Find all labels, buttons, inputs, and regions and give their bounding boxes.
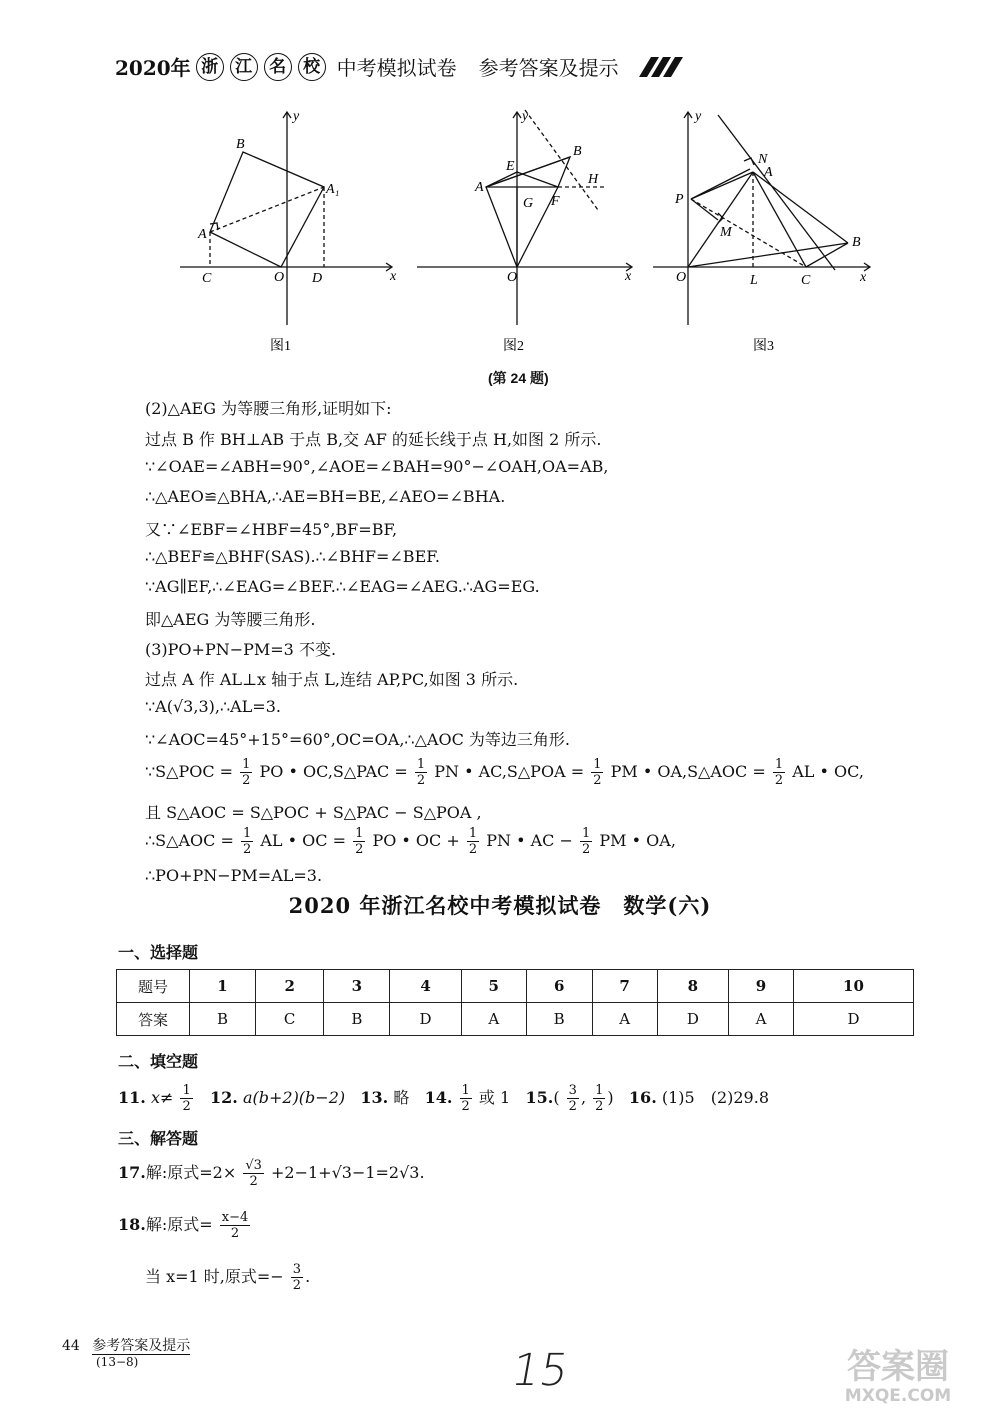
header-subtitle: 中考模拟试卷: [336, 56, 457, 80]
watermark-top: 答案圈: [847, 1347, 949, 1387]
fig2-label-G: G: [523, 196, 534, 211]
proof-line: ∵∠OAE=∠ABH=90°,∠AOE=∠BAH=90°−∠OAH,OA=AB,: [145, 457, 609, 476]
table-cell: 3: [324, 970, 390, 1003]
header-year: 2020年: [115, 56, 191, 80]
footer-label: 参考答案及提示: [92, 1338, 191, 1354]
table-cell: A: [592, 1003, 657, 1036]
figure-3: [653, 112, 870, 325]
figure-2: [417, 110, 632, 325]
header-circle-char: 校: [298, 53, 326, 81]
fraction: $\frac{1}{2}$: [242, 757, 251, 788]
proof-line: ∵∠AOC=45°+15°=60°,OC=OA,∴△AOC 为等边三角形.: [145, 730, 570, 749]
fraction: $\frac{1}{2}$: [582, 826, 591, 857]
fraction: $\frac{3}{2}$: [292, 1262, 302, 1293]
watermark-bottom: MXQE.COM: [844, 1386, 952, 1406]
fraction: $\frac{√3}{2}$: [245, 1158, 262, 1189]
table-cell: A: [461, 1003, 526, 1036]
fig1-label-x: x: [390, 269, 397, 284]
table-row: [117, 1003, 914, 1036]
section-title: 2020 年浙江名校中考模拟试卷 数学(六): [288, 893, 712, 918]
fig2-caption: 图2: [503, 339, 524, 354]
choice-heading: 一、选择题: [118, 943, 199, 962]
fraction: $\frac{1}{2}$: [416, 757, 426, 788]
fig1-label-A1: A₁: [326, 182, 340, 197]
proof-line: ∵AG∥EF,∴∠EAG=∠BEF.∴∠EAG=∠AEG.∴AG=EG.: [145, 577, 540, 596]
proof-line: ∴△BEF≌△BHF(SAS).∴∠BHF=∠BEF.: [145, 547, 440, 566]
answer-table: [116, 969, 914, 1036]
table-row: [117, 970, 914, 1003]
fig3-caption: 图3: [753, 339, 774, 354]
area-formula-line: ∴S△AOC = $\frac{1}{2}$ AL • OC = $\frac{1}{2}$ PO • OC + $\frac{1}{2}$ PN • AC − $\frac{1}{2}$ PM • OA,: [145, 826, 676, 857]
proof-line: ∴△AEO≌△BHA,∴AE=BH=BE,∠AEO=∠BHA.: [145, 487, 506, 506]
q18-evaluate-line: 当 x=1 时,原式=− $\frac{3}{2}$ .: [145, 1262, 311, 1293]
table-cell: C: [255, 1003, 323, 1036]
solve-heading: 三、解答题: [118, 1129, 199, 1148]
fig1-label-D: D: [312, 271, 323, 286]
fig2-label-B: B: [573, 144, 582, 159]
table-cell: D: [793, 1003, 913, 1036]
q17-line: 17.解:原式=2× $\frac{√3}{2}$ +2−1+√3−1=2√3.: [118, 1158, 425, 1189]
table-cell: B: [190, 1003, 256, 1036]
fig1-caption: 图1: [270, 339, 291, 354]
table-cell: 2: [255, 970, 323, 1003]
table-row-label: 答案: [117, 1003, 190, 1036]
fig1-label-B: B: [236, 137, 245, 152]
q18-line: 18.解:原式= $\frac{x-4}{2}$: [118, 1210, 249, 1241]
fraction: $\frac{1}{2}$: [461, 1083, 470, 1114]
fig1-label-C: C: [202, 271, 212, 286]
table-cell: B: [526, 1003, 592, 1036]
fig3-label-N: N: [758, 152, 768, 167]
table-cell: 9: [729, 970, 794, 1003]
fraction: $\frac{1}{2}$: [355, 826, 364, 857]
proof-line: (2)△AEG 为等腰三角形,证明如下:: [145, 399, 392, 418]
area-formula-line: ∵S△POC = $\frac{1}{2}$ PO • OC,S△PAC = $\frac{1}{2}$ PN • AC,S△POA = $\frac{1}{2}$ PM • OA,S△AOC = $\frac{1}{2}$ AL • OC,: [145, 757, 864, 788]
proof-line: 过点 A 作 AL⊥x 轴于点 L,连结 AP,PC,如图 3 所示.: [145, 670, 519, 689]
fig1-label-O: O: [274, 270, 285, 285]
area-relation-line: 且 S△AOC = S△POC + S△PAC − S△POA ,: [145, 803, 482, 822]
fig2-label-O: O: [507, 270, 518, 285]
fig2-label-F: F: [551, 194, 560, 209]
header-circle-char: 江: [230, 53, 258, 81]
geometry-figures: [170, 100, 890, 370]
fraction: $\frac{3}{2}$: [568, 1083, 577, 1114]
fig3-label-x: x: [860, 270, 867, 285]
figure-1: [180, 112, 392, 325]
proof-line: (3)PO+PN−PM=3 不变.: [145, 640, 337, 659]
fill-heading: 二、填空题: [118, 1052, 199, 1071]
proof-line: 即△AEG 为等腰三角形.: [145, 610, 316, 629]
proof-final-line: ∴PO+PN−PM=AL=3.: [145, 866, 323, 885]
page-number: 44: [62, 1338, 80, 1354]
fig2-label-H: H: [588, 172, 599, 187]
table-cell: B: [324, 1003, 390, 1036]
fraction: $\frac{x-4}{2}$: [221, 1210, 249, 1241]
footer-code: (13−8): [96, 1355, 139, 1369]
table-cell: 10: [793, 970, 913, 1003]
header-circle-char: 名: [264, 53, 292, 81]
page-header: [115, 52, 683, 81]
header-circle-char: 浙: [196, 53, 224, 81]
proof-line: 又∵∠EBF=∠HBF=45°,BF=BF,: [145, 520, 398, 539]
table-cell: 1: [190, 970, 256, 1003]
fraction: $\frac{1}{2}$: [774, 757, 784, 788]
fig2-label-E: E: [506, 159, 515, 174]
fig3-label-A: A: [764, 165, 773, 180]
table-cell: 4: [390, 970, 461, 1003]
table-cell: 6: [526, 970, 592, 1003]
fig3-label-L: L: [750, 273, 758, 288]
watermark: [798, 1348, 998, 1410]
table-cell: 8: [657, 970, 728, 1003]
fraction: $\frac{1}{2}$: [593, 757, 602, 788]
table-cell: 5: [461, 970, 526, 1003]
stripes-icon: [633, 56, 683, 78]
fig3-label-C: C: [801, 273, 811, 288]
figure-caption: (第 24 题): [488, 370, 549, 386]
fraction: $\frac{1}{2}$: [242, 826, 252, 857]
table-cell: D: [390, 1003, 461, 1036]
fig3-label-O: O: [676, 270, 687, 285]
fraction: $\frac{1}{2}$: [595, 1083, 604, 1114]
fraction: $\frac{1}{2}$: [182, 1083, 191, 1114]
fig3-label-B: B: [852, 235, 861, 250]
fig1-label-y: y: [293, 109, 300, 124]
fig3-label-M: M: [720, 225, 732, 240]
fig3-label-P: P: [675, 192, 684, 207]
fill-answers-line: 11. x≠ $\frac{1}{2}$ 12. a(b+2)(b−2) 13. 略 14. $\frac{1}{2}$ 或 1 15.( $\frac{3}{2}$ , $\frac{1}{2}$ ) 16. (1)5 (2)29.8: [118, 1083, 769, 1114]
table-cell: A: [729, 1003, 794, 1036]
header-subtitle-2: 参考答案及提示: [478, 56, 619, 80]
table-cell: 7: [592, 970, 657, 1003]
fig1-label-A: A: [198, 227, 207, 242]
page-footer: [62, 1335, 190, 1369]
table-row-label: 题号: [117, 970, 190, 1003]
table-cell: D: [657, 1003, 728, 1036]
handwritten-number: 15: [507, 1345, 573, 1396]
fig2-label-x: x: [625, 269, 632, 284]
proof-line: 过点 B 作 BH⊥AB 于点 B,交 AF 的延长线于点 H,如图 2 所示.: [145, 430, 602, 449]
fig3-label-y: y: [695, 109, 702, 124]
fraction: $\frac{1}{2}$: [468, 826, 478, 857]
proof-line: ∵A(√3,3),∴AL=3.: [145, 697, 281, 716]
fig2-label-y: y: [522, 109, 529, 124]
fig2-label-A: A: [475, 180, 484, 195]
